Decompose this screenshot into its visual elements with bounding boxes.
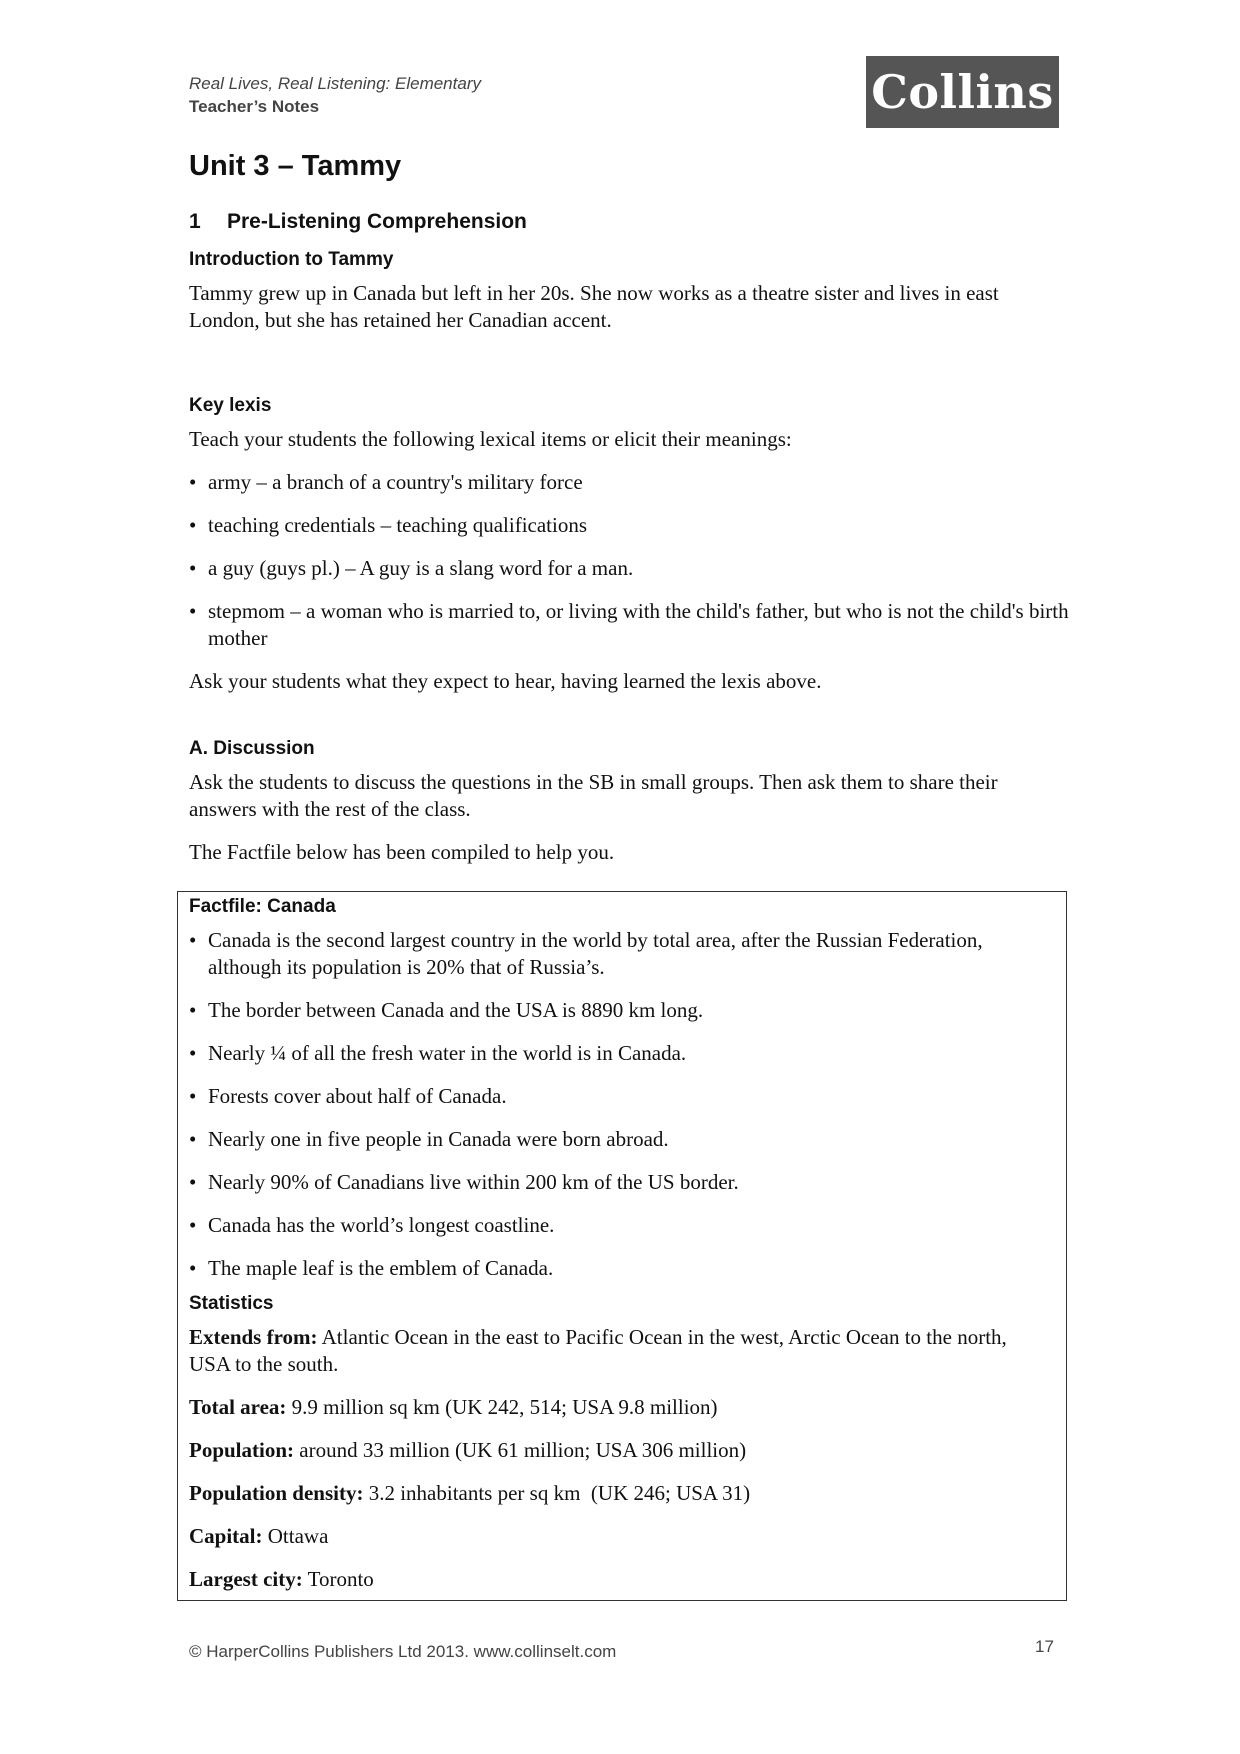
collins-logo	[866, 56, 1059, 128]
copyright-footer: © HarperCollins Publishers Ltd 2013. www.collinselt.com	[189, 1642, 617, 1661]
intro-heading: Introduction to Tammy	[189, 249, 394, 270]
section-title: Pre-Listening Comprehension	[227, 210, 527, 233]
stat-capital	[189, 1523, 1049, 1550]
list-item: • army – a branch of a country's military force	[189, 469, 1069, 496]
stat-label: Population density:	[189, 1481, 364, 1505]
list-item: • teaching credentials – teaching qualifications	[189, 512, 1069, 539]
list-item: • Canada is the second largest country in the world by total area, after the Russian Federation, although its population is 20% that of Russia’s.	[189, 927, 1049, 981]
key-lexis-follow-up: Ask your students what they expect to hear, having learned the lexis above.	[189, 669, 822, 693]
stat-label: Extends from:	[189, 1325, 318, 1349]
list-item: • The border between Canada and the USA is 8890 km long.	[189, 997, 1049, 1024]
factfile-note: The Factfile below has been compiled to help you.	[189, 840, 615, 864]
discussion-text: Ask the students to discuss the questions in the SB in small groups. Then ask them to share their answers with the rest of the class.	[189, 770, 998, 821]
stat-label: Largest city:	[189, 1567, 303, 1591]
list-item: • Nearly ¼ of all the fresh water in the world is in Canada.	[189, 1040, 1049, 1067]
stat-value: Toronto	[307, 1567, 374, 1591]
stat-extends	[189, 1324, 1049, 1378]
discussion-heading: A. Discussion	[189, 738, 315, 759]
course-title: Real Lives, Real Listening: Elementary	[189, 74, 481, 93]
stat-total-area	[189, 1394, 1049, 1421]
stat-population-density	[189, 1480, 1049, 1507]
key-lexis-lead: Teach your students the following lexical items or elicit their meanings:	[189, 427, 792, 451]
list-item: • Nearly 90% of Canadians live within 200 km of the US border.	[189, 1169, 1049, 1196]
stat-value: Ottawa	[267, 1524, 329, 1548]
notes-subtitle: Teacher’s Notes	[189, 97, 320, 116]
list-item: • Nearly one in five people in Canada were born abroad.	[189, 1126, 1049, 1153]
stat-label: Total area:	[189, 1395, 287, 1419]
factfile-list	[189, 927, 1049, 1282]
factfile-box	[177, 891, 1067, 1601]
list-item: • Canada has the world’s longest coastline.	[189, 1212, 1049, 1239]
section-heading	[189, 210, 1069, 234]
intro-text: Tammy grew up in Canada but left in her 20s. She now works as a theatre sister and lives in east London, but she has retained her Canadian accent.	[189, 281, 999, 332]
section-number: 1	[189, 210, 201, 233]
stat-value: 9.9 million sq km (UK 242, 514; USA 9.8 million)	[291, 1395, 718, 1419]
stat-value: around 33 million (UK 61 million; USA 306 million)	[299, 1438, 747, 1462]
stat-largest-city	[189, 1566, 1049, 1593]
main-content	[189, 210, 1069, 866]
list-item: • The maple leaf is the emblem of Canada.	[189, 1255, 1049, 1282]
page-number: 17	[1035, 1637, 1054, 1656]
stat-label: Capital:	[189, 1524, 263, 1548]
list-item: • Forests cover about half of Canada.	[189, 1083, 1049, 1110]
list-item: • a guy (guys pl.) – A guy is a slang word for a man.	[189, 555, 1069, 582]
factfile-heading: Factfile: Canada	[189, 896, 336, 917]
statistics-heading: Statistics	[189, 1293, 274, 1314]
stat-label: Population:	[189, 1438, 295, 1462]
key-lexis-heading: Key lexis	[189, 395, 272, 416]
key-lexis-list	[189, 469, 1069, 652]
stat-value: Atlantic Ocean in the east to Pacific Ocean in the west, Arctic Ocean to the north, USA to the south.	[189, 1325, 1007, 1376]
logo-text: Collins	[871, 65, 1054, 119]
stat-population	[189, 1437, 1049, 1464]
list-item: • stepmom – a woman who is married to, or living with the child's father, but who is not the child's birth mother	[189, 598, 1069, 652]
unit-title: Unit 3 – Tammy	[189, 150, 402, 182]
stat-value: 3.2 inhabitants per sq km (UK 246; USA 31)	[368, 1481, 751, 1505]
